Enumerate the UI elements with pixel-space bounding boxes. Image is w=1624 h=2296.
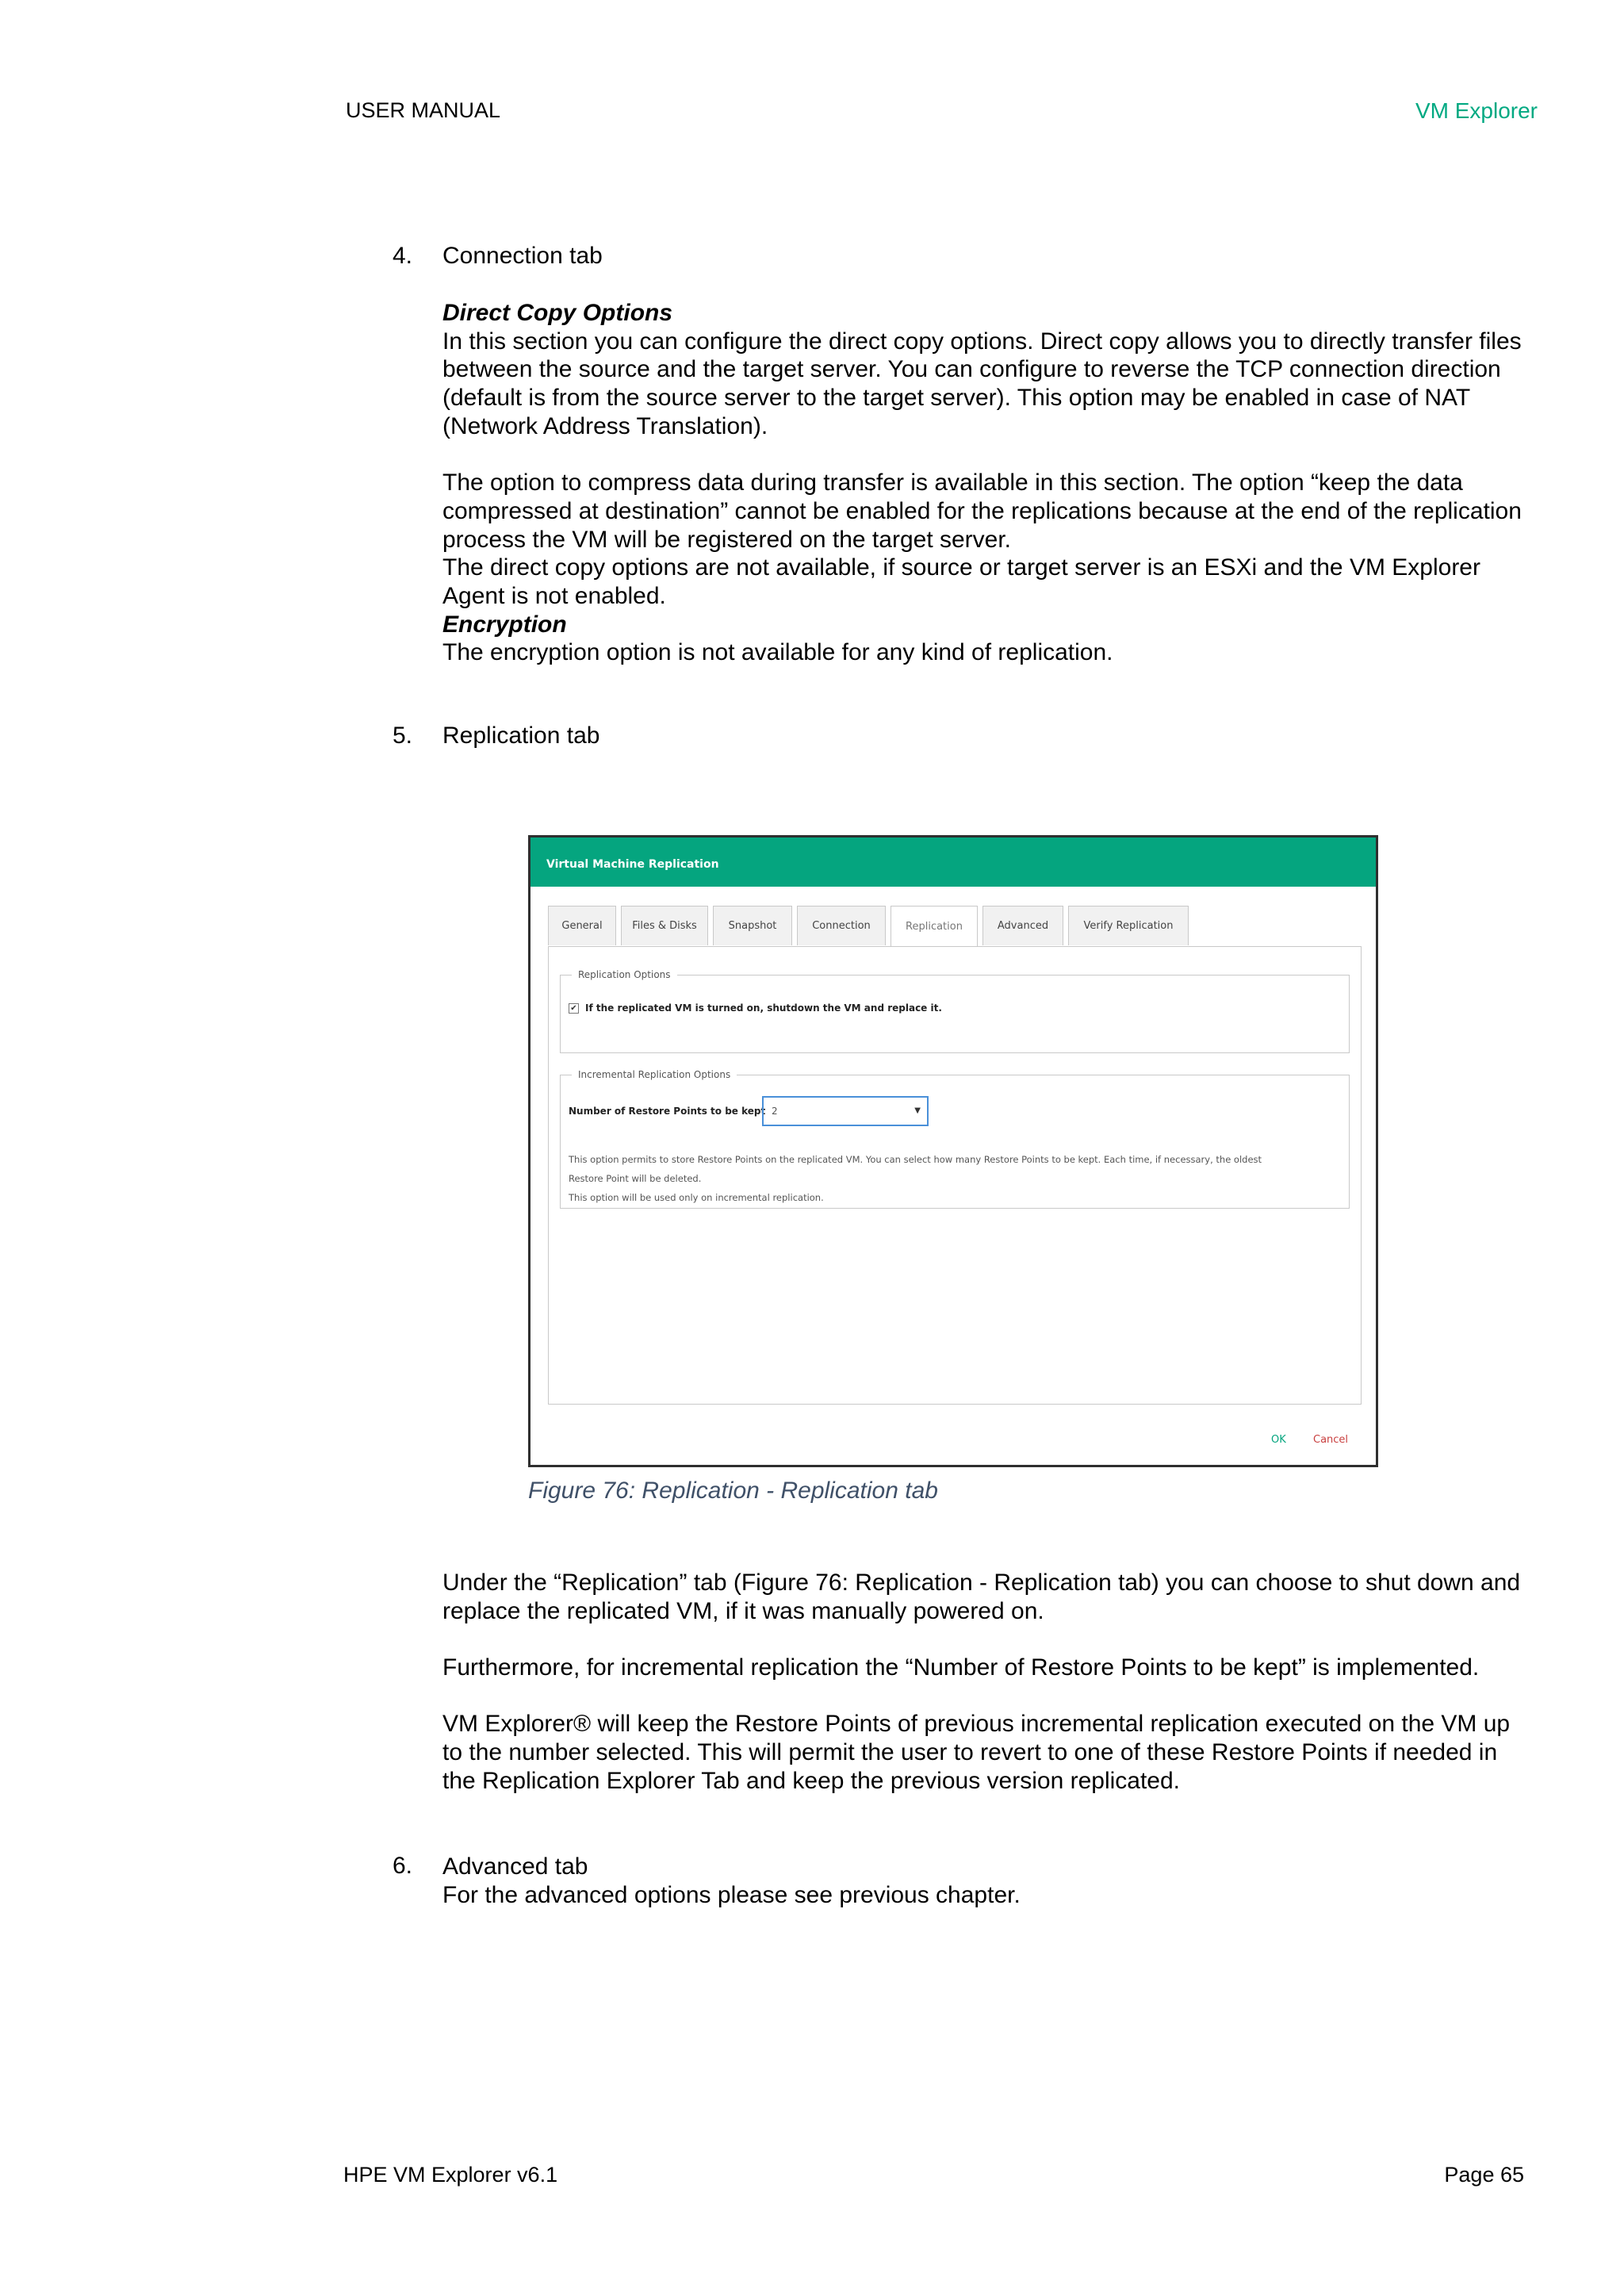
checkbox-checked-icon[interactable]: ✔ (569, 1003, 579, 1014)
section4-number: 4. (393, 243, 413, 269)
compress-paragraph: The option to compress data during transfer is available in this section. The option “keep the data compressed at destination” cannot be enabled for the replications because at the end of the replication process the VM will be registered on the target server. (442, 470, 1522, 553)
tab-snapshot[interactable]: Snapshot (713, 906, 792, 945)
page-number: Page 65 (1444, 2163, 1524, 2187)
section6-text: For the advanced options please see previous chapter. (442, 1881, 1021, 1908)
tab-general[interactable]: General (548, 906, 616, 945)
replication-tab-content (548, 946, 1362, 1405)
replication-tab-paragraph: Under the “Replication” tab (Figure 76: Replication - Replication tab) you can choose to shut down and replace the replicated VM, if it was manually powered on. (442, 1570, 1521, 1624)
restore-points-description (569, 1150, 1354, 1207)
figure-caption: Figure 76: Replication - Replication tab (528, 1478, 938, 1504)
tab-verify-replication[interactable]: Verify Replication (1068, 906, 1189, 945)
description-line: Restore Point will be deleted. (569, 1173, 702, 1184)
restore-points-value: 2 (772, 1106, 778, 1117)
section4-title: Connection tab (442, 243, 603, 269)
section5-number: 5. (393, 723, 413, 749)
restore-points-select[interactable] (762, 1096, 929, 1126)
tab-advanced[interactable]: Advanced (982, 906, 1063, 945)
direct-copy-paragraph: In this section you can configure the direct copy options. Direct copy allows you to directly transfer files between the source and the target server. You can configure to reverse the TCP connection direction (default is from the source server to the target server). This option may be enabled in case of NAT (Network Address Translation). (442, 328, 1522, 439)
tab-files-disks[interactable]: Files & Disks (621, 906, 708, 945)
description-line: This option permits to store Restore Points on the replicated VM. You can select how many Restore Points to be kept. Each time, if necessary, the oldest (569, 1154, 1262, 1165)
restore-points-paragraph: Furthermore, for incremental replication the “Number of Restore Points to be kept” is implemented. (442, 1654, 1480, 1681)
section5-title: Replication tab (442, 723, 600, 749)
dropdown-arrow-icon[interactable]: ▼ (914, 1106, 921, 1115)
description-line: This option will be used only on incremental replication. (569, 1192, 824, 1203)
encryption-heading: Encryption (442, 611, 567, 638)
section6-body (442, 1853, 1529, 1909)
replication-options-legend: Replication Options (578, 969, 671, 980)
incremental-options-group (560, 1069, 1350, 1209)
dialog-tabs (548, 906, 1193, 947)
replication-dialog-figure (528, 835, 1378, 1467)
encryption-paragraph: The encryption option is not available for any kind of replication. (442, 639, 1113, 666)
section4-body (442, 299, 1529, 667)
header-title: USER MANUAL (346, 98, 501, 122)
shutdown-option[interactable] (569, 1002, 942, 1014)
section6-number: 6. (393, 1853, 413, 1879)
section5-body (442, 1569, 1529, 1796)
agent-paragraph: The direct copy options are not available, if source or target server is an ESXi and the VM Explorer Agent is not enabled. (442, 554, 1480, 610)
incremental-options-legend: Incremental Replication Options (578, 1069, 731, 1080)
ok-button[interactable]: OK (1271, 1434, 1286, 1446)
shutdown-checkbox-label: If the replicated VM is turned on, shutdown the VM and replace it. (585, 1002, 942, 1014)
footer-product: HPE VM Explorer v6.1 (343, 2163, 558, 2187)
dialog-title: Virtual Machine Replication (530, 838, 1376, 887)
direct-copy-heading: Direct Copy Options (442, 300, 673, 326)
cancel-button[interactable]: Cancel (1313, 1434, 1349, 1446)
replication-options-group (560, 969, 1350, 1053)
tab-connection[interactable]: Connection (797, 906, 886, 945)
restore-points-label: Number of Restore Points to be kept (569, 1106, 766, 1117)
header-product: VM Explorer (1415, 98, 1538, 123)
vm-explorer-paragraph: VM Explorer® will keep the Restore Points of previous incremental replication executed on the VM up to the number selected. This will permit the user to revert to one of these Restore Points if needed in the Replication Explorer Tab and keep the previous version replicated. (442, 1711, 1511, 1794)
tab-replication[interactable]: Replication (891, 906, 978, 947)
section6-title: Advanced tab (442, 1853, 588, 1880)
